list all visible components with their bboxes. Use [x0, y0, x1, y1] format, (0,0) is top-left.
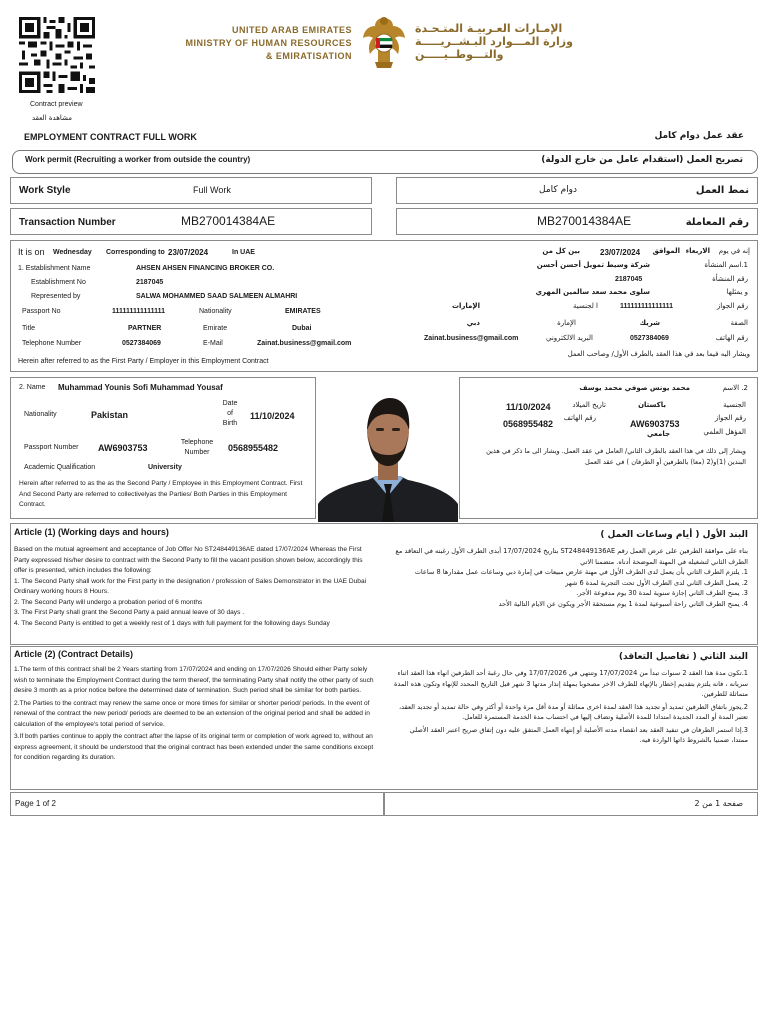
article-1-item-3-ar: 3. يمنح الطرف الثاني إجازة سنوية لمدة 30 يوم مدفوعة الأجر.: [576, 589, 748, 597]
fp-ar-email: Zainat.business@gmail.com: [424, 335, 519, 342]
ministry-ar-line-3: والتـــوطــيـــــن: [415, 48, 504, 61]
fp-herein-en: Herein after referred to as the First Party / Employer in this Employment Contract: [18, 358, 269, 365]
article-1-item-3-en: 3. The First Party shall grant the Second Party a paid annual leave of 30 days .: [14, 609, 245, 616]
sp-dob: 11/10/2024: [250, 411, 295, 421]
sp-dob-label-2: of: [227, 410, 233, 417]
qr-caption-ar: مشاهدة العقد: [31, 114, 73, 122]
fp-in-uae: In UAE: [232, 249, 255, 256]
work-style-label: Work Style: [19, 185, 71, 196]
work-style-ar: [396, 177, 758, 204]
fp-ar-passport: 111111111111111: [620, 303, 673, 310]
fp-phone: 0527384069: [122, 340, 161, 347]
article-1-item-4-ar: 4. يمنح الطرف الثاني راحة أسبوعية لمدة 1 يوم مستحقة الأجر ويكون عن الايام التالية الأحد: [498, 599, 748, 608]
work-style-ar-value: دوام كامل: [539, 185, 577, 195]
fp-passport: 111111111111111: [112, 308, 165, 315]
sp-ar-name: محمد يونس صوفي محمد يوسف: [579, 384, 690, 392]
ministry-ar-line-2: وزارة المـــوارد البـشــريـــــة: [415, 35, 573, 48]
qr-code-icon: [19, 17, 95, 93]
fp-ar-title-label: الصفة: [730, 319, 748, 327]
fp-phone-label: Telephone Number: [22, 340, 82, 347]
fp-date: 23/07/2024: [168, 248, 209, 257]
fp-ar-est-no: 2187045: [615, 276, 643, 283]
fp-ar-est-name: شركة وسيط تمويل أحسن أحسن: [536, 261, 650, 269]
fp-ar-phone: 0527384069: [630, 335, 669, 342]
footer-ar: [384, 792, 758, 816]
fp-represented: SALWA MOHAMMED SAAD SALMEEN ALMAHRI: [136, 293, 298, 300]
article-1-item-1-en: 1. The Second Party shall work for the First party in the designation / profession of Sales Demonstrator in the UAE Dubai Ordinary working hours 8 Hours.: [14, 577, 367, 595]
sp-nationality: Pakistan: [91, 410, 129, 420]
permit-ar: تصريح العمل (استقدام عامل من خارج الدولة): [541, 155, 743, 165]
transaction-en: [10, 208, 372, 235]
article-2-title-ar: البند الثاني ( تفاصيل التعاقد): [618, 652, 748, 662]
sp-dob-label-3: Birth: [222, 420, 238, 427]
sp-ar-passport-label: رقم الجواز: [714, 414, 746, 422]
fp-ar-passport-label: رقم الجواز: [716, 302, 748, 310]
qr-caption-en: Contract preview: [30, 101, 83, 108]
fp-ar-day: الاربعاء: [685, 247, 710, 255]
article-2-p1-ar: 1.تكون مدة هذا العقد 2 سنوات تبدأ من 17/07/2024 وتنتهي في 17/07/2026 وفي حال رغبة أحد الطرفين انهاء هذا العقد اثناء سريانه ، فانه يلتزم بتقديم إخطار بالإنهاء للطرف الاخر مصحوبا بمهلة إنذار مدتها 3 شهر قبل التاريخ المحدد للإنهاء وتكون هذه المدة متماثلة للطرفين.: [393, 669, 748, 698]
fp-day: Wednesday: [53, 249, 92, 256]
fp-ar-emirate: دبي: [466, 319, 480, 327]
ministry-ar-line-1: الإمـارات العـربيـة المتـحـدة: [415, 22, 563, 35]
fp-ar-date: 23/07/2024: [600, 248, 641, 257]
article-1-intro-en: Based on the mutual agreement and acceptance of Job Offer No ST248449136AE dated 17/07/2024 Whereas the First Party expressed his/her desire to contract with the Second Party to fill the vacant position shown below, accordingly this offer is presented, which includes the following:: [14, 546, 363, 574]
fp-ar-represented-label: و يمثلها: [726, 288, 748, 296]
sp-dob-label-1: Date: [222, 400, 238, 407]
fp-title-label: Title: [22, 325, 35, 332]
fp-nationality: EMIRATES: [285, 308, 321, 315]
ministry-name-ar: [415, 22, 575, 61]
sp-ar-herein: ويشار إلى ذلك في هذا العقد بالطرف الثاني/ العامل في عقد العمل. ويشار الى ما ذكر في هذين البندين (1)و(2 (معا) بالطرفين أو الطرفان ) في عقد العمل: [486, 447, 746, 466]
contract-title-ar: عقد عمل دوام كامل: [654, 131, 744, 141]
article-1-item-2-ar: 2. يعمل الطرف الثاني لدى الطرف الأول تحت التجربة لمدة 6 شهر: [565, 578, 748, 587]
sp-ar-dob-label: تاريخ الميلاد: [572, 401, 606, 409]
article-1-intro-ar: بناء على موافقة الطرفين على عرض العمل رقم ST248449136AE بتاريخ 17/07/2024 أبدى الطرف الأول رغبته في التعاقد مع الطرف الثاني لتشغيله في المهنة الموضحة أدناه. متضمنا الاتي: [395, 547, 748, 566]
contract-title-en: EMPLOYMENT CONTRACT FULL WORK: [24, 132, 197, 142]
fp-represented-label: Represented by: [31, 293, 81, 300]
fp-emirate-label: Emirate: [203, 325, 228, 332]
fp-ar-email-label: البريد الالكتروني: [546, 334, 593, 342]
sp-ar-dob: 11/10/2024: [506, 402, 551, 412]
page-number-ar: صفحة 1 من 2: [694, 799, 743, 808]
permit-en: Work permit (Recruiting a worker from outside the country): [25, 155, 251, 164]
article-1-title-en: Article (1) (Working days and hours): [14, 527, 169, 537]
fp-ar-nationality: الإمارات: [451, 302, 480, 310]
fp-ar-herein: ويشار اليه فيما بعد في هذا العقد بالطرف الأول/ وصاحب العمل: [567, 350, 750, 358]
article-1-body-ar: [392, 546, 748, 609]
transaction-ar-label: رقم المعاملة: [685, 217, 749, 228]
article-2-p2-ar: 2.يجوز باتفاق الطرفين تمديد أو تجديد هذا العقد لمدة اخرى مماثلة أو مدة أقل مرة واحدة أو أكثر وفي حالة تمديد أو تجديد العقد، تعتبر المدة أو المدد الجديدة امتدادا للمدة الأصلية وتضاف إليها في احتساب مدة الخدمة المستمرة للعامل.: [399, 702, 748, 721]
fp-ar-represented: سلوى محمد سعد سالمين المهري: [535, 288, 650, 296]
sp-phone-label: [178, 438, 216, 458]
article-2-body-ar: [392, 668, 748, 746]
ministry-name-en: [180, 24, 352, 63]
sp-ar-passport: AW6903753: [630, 419, 680, 429]
sp-phone-label-2: Number: [184, 449, 210, 456]
fp-ar-phone-label: رقم الهاتف: [715, 334, 748, 342]
sp-herein-en: Herein after referred to as the as the Second Party / Employee in this Employment Contract. First And Second Party are referred to collectivelyas the Parties/ Both Parties in this Employment Contract.: [19, 480, 303, 508]
fp-email-label: E-Mail: [203, 340, 223, 347]
article-1-item-1-ar: 1. يلتزم الطرف الثاني بأن يعمل لدى الطرف الأول في مهنة عارض مبيعات في إمارة دبي وساعات عمل مقدارها 8 ساعات: [414, 568, 748, 576]
fp-nationality-label: Nationality: [199, 308, 232, 315]
sp-ar-name-label: 2. الاسم: [722, 384, 748, 392]
work-style-ar-label: نمط العمل: [695, 185, 749, 196]
transaction-ar-value: MB270014384AE: [537, 214, 632, 228]
transaction-value: MB270014384AE: [181, 214, 276, 228]
fp-ar-est-name-label: 1.اسم المنشأة: [704, 261, 748, 269]
sp-nationality-label: Nationality: [24, 411, 57, 418]
sp-ar-nationality: باكستان: [638, 401, 666, 409]
article-1-item-2-en: 2. The Second Party will undergo a probation period of 6 months: [14, 598, 203, 606]
sp-passport-label: Passport Number: [24, 444, 79, 451]
article-2-title-en: Article (2) (Contract Details): [14, 649, 134, 659]
article-2-body-en: [14, 665, 376, 764]
uae-emblem-icon: [361, 12, 407, 70]
article-1-item-4-en: 4. The Second Party is entitled to get a weekly rest of 1 days with full payment for the following days Sunday: [14, 619, 330, 627]
ministry-line-2: MINISTRY OF HUMAN RESOURCES: [185, 38, 352, 48]
article-1-title-ar: البند الأول ( أيام وساعات العمل ): [600, 530, 748, 540]
sp-ar-qual-label: المؤهل العلمي: [703, 428, 746, 436]
fp-est-name-label: 1. Establishment Name: [18, 265, 91, 272]
fp-ar-line1-c: بين كل من: [542, 247, 580, 255]
article-2-p2-en: 2.The Parties to the contract may renew the same once or more times for similar or shorter period/ periods. In the event of renewal of the contract the new period/ periods are deemed to be an extension of the original period and shall be added in calculation of the employee's total period of service.: [14, 699, 370, 728]
fp-ar-est-no-label: رقم المنشأة: [712, 275, 748, 283]
article-1-body-en: [14, 545, 376, 629]
fp-emirate: Dubai: [292, 325, 312, 332]
fp-ar-title: شريك: [639, 319, 660, 327]
sp-ar-nationality-label: الجنسية: [723, 401, 746, 409]
fp-passport-label: Passport No: [22, 308, 61, 315]
sp-name-label: 2. Name: [19, 384, 46, 391]
fp-est-name: AHSEN AHSEN FINANCING BROKER CO.: [136, 265, 275, 272]
transaction-ar: [396, 208, 758, 235]
article-2-p1-en: 1.The term of this contract shall be 2 Years starting from 17/07/2024 and ending on 17/07/2026 Should either Party solely wish to terminate the Employment Contract during the term thereof, the terminating Party shall notify the other party of such desire 3 month as a prior notice before the determined date of termination. Such period shall be similar for both parties.: [14, 666, 374, 694]
fp-title: PARTNER: [128, 325, 162, 332]
sp-ar-phone-label: رقم الهاتف: [563, 414, 596, 422]
article-2-p3-ar: 3.إذا استمر الطرفان في تنفيذ العقد بعد انقضاء مدته الأصلية أو إنتهاء العمل المتفق عليه دون إتفاق صريح اعتبر العقد الأصلي ممتدا، ضمنيا بالشروط ذاتها الواردة فيه.: [409, 725, 748, 744]
fp-corresponding-label: Corresponding to: [106, 249, 165, 256]
fp-est-no: 2187045: [136, 279, 164, 286]
fp-ar-line1-b: الموافق: [652, 247, 680, 255]
fp-ar-nationality-label: ا لجنسية: [572, 302, 598, 310]
fp-ar-line1-a: إنه في يوم: [718, 247, 750, 255]
article-2-p3-en: 3.If both parties continue to apply the contract after the lapse of its original term or completion of work agreed to, without an express agreement, it should be understood that the original contract has been extended under the same conditions except for condition regarding its duration.: [14, 733, 374, 761]
sp-ar-phone: 0568955482: [503, 419, 554, 429]
permit-bar: [12, 150, 758, 174]
sp-qual: University: [148, 464, 182, 471]
it-is-on: It is on: [18, 247, 45, 257]
ministry-line-3: & EMIRATISATION: [265, 51, 352, 61]
sp-qual-label: Academic Qualification: [24, 464, 96, 471]
employee-photo: [318, 380, 458, 522]
footer-en: [10, 792, 384, 816]
work-style-value: Full Work: [193, 185, 231, 195]
fp-email: Zainat.business@gmail.com: [257, 340, 352, 347]
sp-dob-label: [219, 399, 241, 429]
transaction-label: Transaction Number: [19, 217, 116, 228]
work-style-en: [10, 177, 372, 204]
sp-phone: 0568955482: [228, 443, 279, 453]
sp-passport: AW6903753: [98, 443, 148, 453]
ministry-line-1: UNITED ARAB EMIRATES: [232, 25, 352, 35]
sp-ar-qual: جامعي: [646, 430, 670, 438]
fp-ar-emirate-label: الإمارة: [557, 319, 576, 327]
page-number-en: Page 1 of 2: [15, 799, 56, 808]
sp-name: Muhammad Younis Sofi Muhammad Yousaf: [58, 383, 223, 392]
fp-est-no-label: Establishment No: [31, 279, 86, 286]
sp-phone-label-1: Telephone: [180, 439, 214, 446]
